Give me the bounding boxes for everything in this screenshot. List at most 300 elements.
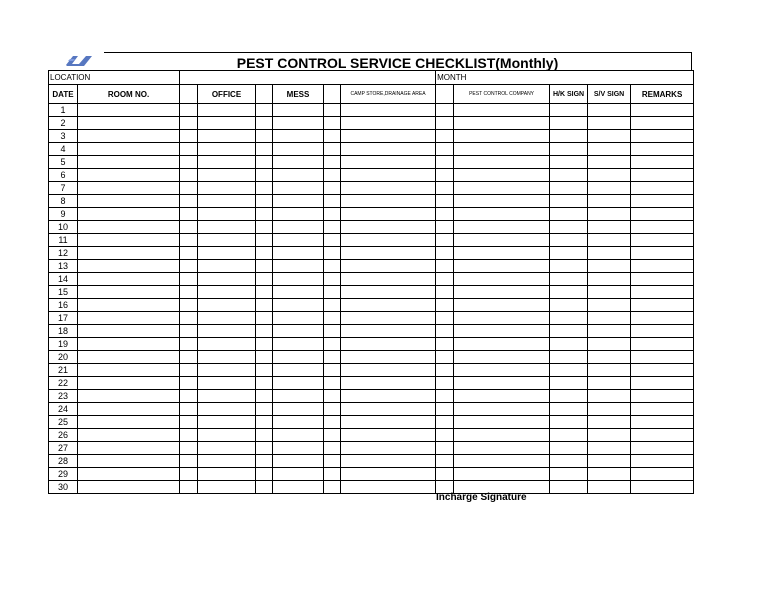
entry-cell[interactable] (198, 416, 256, 429)
entry-cell[interactable] (341, 260, 436, 273)
entry-cell[interactable] (341, 234, 436, 247)
entry-cell[interactable] (273, 429, 324, 442)
entry-cell[interactable] (550, 143, 588, 156)
entry-cell[interactable] (324, 429, 341, 442)
entry-cell[interactable] (198, 403, 256, 416)
entry-cell[interactable] (454, 390, 550, 403)
entry-cell[interactable] (324, 299, 341, 312)
entry-cell[interactable] (78, 325, 180, 338)
entry-cell[interactable] (198, 234, 256, 247)
entry-cell[interactable] (436, 156, 454, 169)
entry-cell[interactable] (180, 143, 198, 156)
entry-cell[interactable] (78, 481, 180, 494)
entry-cell[interactable] (436, 403, 454, 416)
entry-cell[interactable] (550, 273, 588, 286)
entry-cell[interactable] (550, 390, 588, 403)
entry-cell[interactable] (436, 143, 454, 156)
entry-cell[interactable] (198, 260, 256, 273)
entry-cell[interactable] (78, 312, 180, 325)
entry-cell[interactable] (198, 377, 256, 390)
entry-cell[interactable] (454, 442, 550, 455)
entry-cell[interactable] (341, 156, 436, 169)
entry-cell[interactable] (256, 468, 273, 481)
entry-cell[interactable] (324, 247, 341, 260)
entry-cell[interactable] (341, 273, 436, 286)
entry-cell[interactable] (631, 143, 694, 156)
entry-cell[interactable] (256, 247, 273, 260)
entry-cell[interactable] (341, 247, 436, 260)
entry-cell[interactable] (341, 325, 436, 338)
entry-cell[interactable] (256, 117, 273, 130)
entry-cell[interactable] (180, 156, 198, 169)
entry-cell[interactable] (273, 416, 324, 429)
entry-cell[interactable] (550, 403, 588, 416)
entry-cell[interactable] (180, 481, 198, 494)
entry-cell[interactable] (78, 260, 180, 273)
entry-cell[interactable] (78, 195, 180, 208)
entry-cell[interactable] (198, 143, 256, 156)
entry-cell[interactable] (588, 338, 631, 351)
entry-cell[interactable] (198, 364, 256, 377)
entry-cell[interactable] (550, 260, 588, 273)
entry-cell[interactable] (78, 468, 180, 481)
entry-cell[interactable] (631, 338, 694, 351)
entry-cell[interactable] (78, 208, 180, 221)
entry-cell[interactable] (341, 299, 436, 312)
entry-cell[interactable] (436, 455, 454, 468)
entry-cell[interactable] (198, 130, 256, 143)
entry-cell[interactable] (198, 299, 256, 312)
entry-cell[interactable] (273, 169, 324, 182)
entry-cell[interactable] (631, 221, 694, 234)
entry-cell[interactable] (78, 364, 180, 377)
entry-cell[interactable] (550, 195, 588, 208)
entry-cell[interactable] (324, 156, 341, 169)
entry-cell[interactable] (78, 234, 180, 247)
entry-cell[interactable] (324, 104, 341, 117)
entry-cell[interactable] (256, 416, 273, 429)
entry-cell[interactable] (273, 273, 324, 286)
entry-cell[interactable] (324, 403, 341, 416)
entry-cell[interactable] (324, 481, 341, 494)
entry-cell[interactable] (454, 208, 550, 221)
entry-cell[interactable] (588, 442, 631, 455)
entry-cell[interactable] (256, 325, 273, 338)
entry-cell[interactable] (78, 117, 180, 130)
entry-cell[interactable] (78, 156, 180, 169)
entry-cell[interactable] (324, 143, 341, 156)
entry-cell[interactable] (324, 390, 341, 403)
entry-cell[interactable] (256, 351, 273, 364)
entry-cell[interactable] (436, 104, 454, 117)
entry-cell[interactable] (454, 260, 550, 273)
entry-cell[interactable] (631, 403, 694, 416)
entry-cell[interactable] (341, 130, 436, 143)
entry-cell[interactable] (550, 247, 588, 260)
entry-cell[interactable] (256, 195, 273, 208)
entry-cell[interactable] (198, 455, 256, 468)
entry-cell[interactable] (631, 260, 694, 273)
entry-cell[interactable] (256, 260, 273, 273)
entry-cell[interactable] (198, 481, 256, 494)
entry-cell[interactable] (273, 221, 324, 234)
entry-cell[interactable] (78, 403, 180, 416)
entry-cell[interactable] (273, 286, 324, 299)
entry-cell[interactable] (588, 390, 631, 403)
entry-cell[interactable] (324, 130, 341, 143)
entry-cell[interactable] (631, 455, 694, 468)
entry-cell[interactable] (273, 377, 324, 390)
entry-cell[interactable] (273, 442, 324, 455)
entry-cell[interactable] (550, 234, 588, 247)
entry-cell[interactable] (256, 156, 273, 169)
entry-cell[interactable] (631, 208, 694, 221)
entry-cell[interactable] (341, 221, 436, 234)
entry-cell[interactable] (324, 260, 341, 273)
entry-cell[interactable] (180, 247, 198, 260)
entry-cell[interactable] (588, 455, 631, 468)
entry-cell[interactable] (436, 195, 454, 208)
entry-cell[interactable] (436, 234, 454, 247)
entry-cell[interactable] (588, 195, 631, 208)
entry-cell[interactable] (454, 364, 550, 377)
entry-cell[interactable] (550, 338, 588, 351)
entry-cell[interactable] (256, 429, 273, 442)
entry-cell[interactable] (550, 156, 588, 169)
entry-cell[interactable] (198, 247, 256, 260)
entry-cell[interactable] (631, 195, 694, 208)
entry-cell[interactable] (588, 273, 631, 286)
entry-cell[interactable] (436, 286, 454, 299)
entry-cell[interactable] (78, 442, 180, 455)
entry-cell[interactable] (256, 403, 273, 416)
entry-cell[interactable] (550, 442, 588, 455)
entry-cell[interactable] (454, 104, 550, 117)
entry-cell[interactable] (256, 221, 273, 234)
entry-cell[interactable] (256, 286, 273, 299)
entry-cell[interactable] (631, 182, 694, 195)
entry-cell[interactable] (550, 169, 588, 182)
location-field[interactable] (180, 71, 436, 85)
entry-cell[interactable] (198, 156, 256, 169)
entry-cell[interactable] (198, 169, 256, 182)
entry-cell[interactable] (273, 481, 324, 494)
entry-cell[interactable] (78, 169, 180, 182)
entry-cell[interactable] (273, 247, 324, 260)
entry-cell[interactable] (436, 260, 454, 273)
entry-cell[interactable] (273, 182, 324, 195)
entry-cell[interactable] (341, 351, 436, 364)
entry-cell[interactable] (454, 169, 550, 182)
entry-cell[interactable] (454, 273, 550, 286)
entry-cell[interactable] (631, 286, 694, 299)
entry-cell[interactable] (454, 338, 550, 351)
entry-cell[interactable] (324, 286, 341, 299)
entry-cell[interactable] (180, 351, 198, 364)
entry-cell[interactable] (631, 442, 694, 455)
entry-cell[interactable] (198, 104, 256, 117)
entry-cell[interactable] (588, 221, 631, 234)
entry-cell[interactable] (588, 429, 631, 442)
entry-cell[interactable] (341, 143, 436, 156)
entry-cell[interactable] (436, 312, 454, 325)
entry-cell[interactable] (256, 364, 273, 377)
entry-cell[interactable] (78, 273, 180, 286)
entry-cell[interactable] (341, 195, 436, 208)
entry-cell[interactable] (341, 286, 436, 299)
entry-cell[interactable] (180, 286, 198, 299)
entry-cell[interactable] (273, 455, 324, 468)
entry-cell[interactable] (436, 338, 454, 351)
entry-cell[interactable] (256, 442, 273, 455)
entry-cell[interactable] (550, 364, 588, 377)
entry-cell[interactable] (198, 429, 256, 442)
entry-cell[interactable] (273, 312, 324, 325)
entry-cell[interactable] (180, 208, 198, 221)
entry-cell[interactable] (324, 377, 341, 390)
entry-cell[interactable] (198, 338, 256, 351)
entry-cell[interactable] (631, 169, 694, 182)
entry-cell[interactable] (273, 364, 324, 377)
entry-cell[interactable] (198, 182, 256, 195)
entry-cell[interactable] (454, 325, 550, 338)
entry-cell[interactable] (588, 481, 631, 494)
entry-cell[interactable] (454, 377, 550, 390)
entry-cell[interactable] (550, 104, 588, 117)
entry-cell[interactable] (198, 312, 256, 325)
entry-cell[interactable] (588, 169, 631, 182)
entry-cell[interactable] (436, 377, 454, 390)
entry-cell[interactable] (631, 273, 694, 286)
entry-cell[interactable] (454, 403, 550, 416)
entry-cell[interactable] (324, 416, 341, 429)
entry-cell[interactable] (341, 455, 436, 468)
entry-cell[interactable] (180, 338, 198, 351)
entry-cell[interactable] (78, 104, 180, 117)
entry-cell[interactable] (341, 429, 436, 442)
entry-cell[interactable] (588, 143, 631, 156)
entry-cell[interactable] (631, 390, 694, 403)
entry-cell[interactable] (631, 364, 694, 377)
entry-cell[interactable] (454, 299, 550, 312)
entry-cell[interactable] (324, 273, 341, 286)
entry-cell[interactable] (550, 182, 588, 195)
entry-cell[interactable] (324, 325, 341, 338)
entry-cell[interactable] (436, 325, 454, 338)
entry-cell[interactable] (550, 286, 588, 299)
entry-cell[interactable] (454, 117, 550, 130)
entry-cell[interactable] (341, 377, 436, 390)
entry-cell[interactable] (588, 208, 631, 221)
entry-cell[interactable] (550, 208, 588, 221)
entry-cell[interactable] (436, 117, 454, 130)
entry-cell[interactable] (436, 429, 454, 442)
entry-cell[interactable] (180, 117, 198, 130)
entry-cell[interactable] (180, 403, 198, 416)
entry-cell[interactable] (78, 429, 180, 442)
entry-cell[interactable] (273, 403, 324, 416)
entry-cell[interactable] (198, 442, 256, 455)
entry-cell[interactable] (78, 351, 180, 364)
entry-cell[interactable] (78, 416, 180, 429)
entry-cell[interactable] (341, 442, 436, 455)
entry-cell[interactable] (256, 208, 273, 221)
entry-cell[interactable] (341, 104, 436, 117)
entry-cell[interactable] (180, 169, 198, 182)
entry-cell[interactable] (550, 130, 588, 143)
entry-cell[interactable] (198, 325, 256, 338)
entry-cell[interactable] (631, 468, 694, 481)
entry-cell[interactable] (256, 299, 273, 312)
entry-cell[interactable] (588, 117, 631, 130)
entry-cell[interactable] (588, 351, 631, 364)
entry-cell[interactable] (273, 325, 324, 338)
entry-cell[interactable] (588, 234, 631, 247)
entry-cell[interactable] (631, 325, 694, 338)
entry-cell[interactable] (198, 117, 256, 130)
entry-cell[interactable] (78, 182, 180, 195)
entry-cell[interactable] (550, 325, 588, 338)
entry-cell[interactable] (436, 364, 454, 377)
entry-cell[interactable] (588, 312, 631, 325)
entry-cell[interactable] (436, 169, 454, 182)
entry-cell[interactable] (198, 468, 256, 481)
entry-cell[interactable] (324, 221, 341, 234)
entry-cell[interactable] (454, 221, 550, 234)
entry-cell[interactable] (550, 312, 588, 325)
entry-cell[interactable] (180, 104, 198, 117)
entry-cell[interactable] (256, 390, 273, 403)
entry-cell[interactable] (341, 117, 436, 130)
entry-cell[interactable] (256, 338, 273, 351)
entry-cell[interactable] (436, 208, 454, 221)
entry-cell[interactable] (454, 312, 550, 325)
entry-cell[interactable] (180, 195, 198, 208)
entry-cell[interactable] (436, 247, 454, 260)
entry-cell[interactable] (341, 416, 436, 429)
entry-cell[interactable] (78, 455, 180, 468)
entry-cell[interactable] (454, 455, 550, 468)
entry-cell[interactable] (631, 117, 694, 130)
entry-cell[interactable] (324, 338, 341, 351)
entry-cell[interactable] (588, 156, 631, 169)
entry-cell[interactable] (78, 286, 180, 299)
entry-cell[interactable] (341, 364, 436, 377)
entry-cell[interactable] (588, 247, 631, 260)
entry-cell[interactable] (273, 234, 324, 247)
entry-cell[interactable] (180, 130, 198, 143)
entry-cell[interactable] (324, 169, 341, 182)
entry-cell[interactable] (588, 182, 631, 195)
entry-cell[interactable] (550, 377, 588, 390)
entry-cell[interactable] (341, 338, 436, 351)
entry-cell[interactable] (341, 208, 436, 221)
entry-cell[interactable] (256, 182, 273, 195)
entry-cell[interactable] (550, 455, 588, 468)
entry-cell[interactable] (631, 104, 694, 117)
entry-cell[interactable] (631, 429, 694, 442)
entry-cell[interactable] (588, 377, 631, 390)
entry-cell[interactable] (324, 351, 341, 364)
entry-cell[interactable] (588, 468, 631, 481)
entry-cell[interactable] (341, 312, 436, 325)
entry-cell[interactable] (341, 390, 436, 403)
entry-cell[interactable] (324, 364, 341, 377)
entry-cell[interactable] (454, 351, 550, 364)
entry-cell[interactable] (273, 351, 324, 364)
entry-cell[interactable] (324, 208, 341, 221)
entry-cell[interactable] (198, 208, 256, 221)
entry-cell[interactable] (180, 273, 198, 286)
entry-cell[interactable] (631, 377, 694, 390)
entry-cell[interactable] (550, 481, 588, 494)
entry-cell[interactable] (180, 429, 198, 442)
entry-cell[interactable] (180, 377, 198, 390)
entry-cell[interactable] (436, 390, 454, 403)
entry-cell[interactable] (78, 338, 180, 351)
entry-cell[interactable] (454, 234, 550, 247)
entry-cell[interactable] (588, 286, 631, 299)
entry-cell[interactable] (198, 273, 256, 286)
entry-cell[interactable] (550, 299, 588, 312)
entry-cell[interactable] (180, 468, 198, 481)
entry-cell[interactable] (180, 364, 198, 377)
entry-cell[interactable] (256, 312, 273, 325)
entry-cell[interactable] (588, 104, 631, 117)
entry-cell[interactable] (273, 104, 324, 117)
entry-cell[interactable] (436, 351, 454, 364)
entry-cell[interactable] (78, 390, 180, 403)
entry-cell[interactable] (588, 364, 631, 377)
entry-cell[interactable] (180, 182, 198, 195)
entry-cell[interactable] (588, 130, 631, 143)
entry-cell[interactable] (550, 351, 588, 364)
entry-cell[interactable] (256, 130, 273, 143)
entry-cell[interactable] (273, 338, 324, 351)
entry-cell[interactable] (256, 481, 273, 494)
entry-cell[interactable] (180, 260, 198, 273)
entry-cell[interactable] (256, 455, 273, 468)
entry-cell[interactable] (550, 221, 588, 234)
entry-cell[interactable] (588, 260, 631, 273)
entry-cell[interactable] (198, 221, 256, 234)
entry-cell[interactable] (324, 182, 341, 195)
entry-cell[interactable] (454, 429, 550, 442)
entry-cell[interactable] (324, 117, 341, 130)
entry-cell[interactable] (588, 416, 631, 429)
entry-cell[interactable] (436, 130, 454, 143)
entry-cell[interactable] (256, 104, 273, 117)
entry-cell[interactable] (78, 247, 180, 260)
entry-cell[interactable] (631, 130, 694, 143)
entry-cell[interactable] (454, 156, 550, 169)
entry-cell[interactable] (341, 403, 436, 416)
entry-cell[interactable] (180, 234, 198, 247)
entry-cell[interactable] (454, 182, 550, 195)
entry-cell[interactable] (341, 169, 436, 182)
entry-cell[interactable] (180, 455, 198, 468)
entry-cell[interactable] (273, 117, 324, 130)
entry-cell[interactable] (454, 468, 550, 481)
entry-cell[interactable] (454, 130, 550, 143)
entry-cell[interactable] (588, 299, 631, 312)
entry-cell[interactable] (273, 208, 324, 221)
entry-cell[interactable] (273, 260, 324, 273)
entry-cell[interactable] (273, 195, 324, 208)
entry-cell[interactable] (324, 234, 341, 247)
entry-cell[interactable] (273, 143, 324, 156)
entry-cell[interactable] (324, 312, 341, 325)
